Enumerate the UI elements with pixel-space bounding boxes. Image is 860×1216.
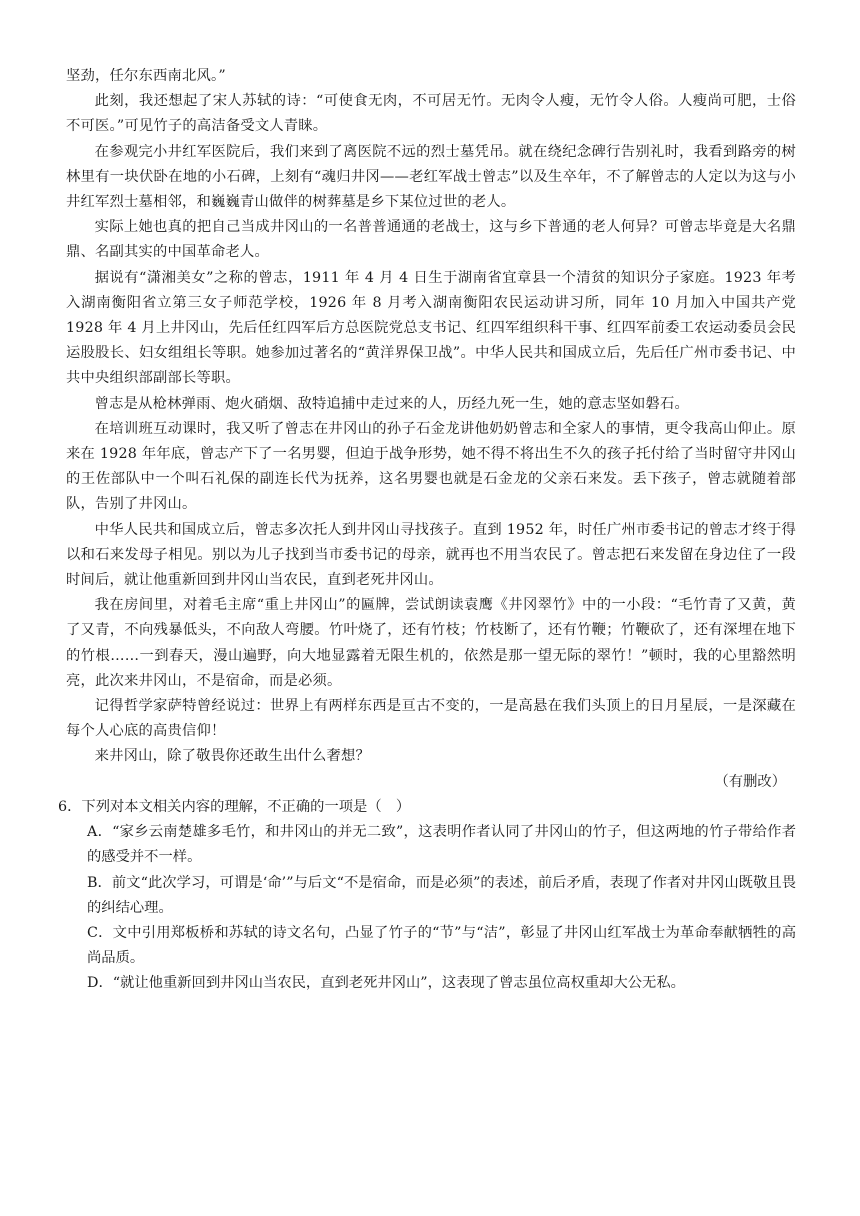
article-paragraph: 记得哲学家萨特曾经说过：世界上有两样东西是亘古不变的，一是高悬在我们头顶上的日月星辰，一是深藏在每个人心底的高贵信仰！ <box>66 698 796 740</box>
article-paragraph: 曾志是从枪林弹雨、炮火硝烟、敌特追捕中走过来的人，历经九死一生，她的意志坚如磐石。 <box>94 395 689 412</box>
option-b: B．前文“此次学习，可谓是‘命’”与后文“不是宿命，而是必须”的表述，前后矛盾，表现了作者对井冈山既敬且畏的纠结心理。 <box>87 874 796 916</box>
revision-note: （有删改） <box>714 773 786 790</box>
article-paragraph: 实际上她也真的把自己当成井冈山的一名普普通通的老战士，这与乡下普通的老人何异？可曾志毕竟是大名鼎鼎、名副其实的中国革命老人。 <box>66 219 796 261</box>
document-page <box>58 64 796 997</box>
option-d: D．“就让他重新回到井冈山当农民，直到老死井冈山”，这表现了曾志虽位高权重却大公无私。 <box>87 975 685 992</box>
article-paragraph: 我在房间里，对着毛主席“重上井冈山”的匾牌，尝试朗读袁鹰《井冈翠竹》中的一小段：“毛竹青了又黄，黄了又青，不向残暴低头，不向敌人弯腰。竹叶烧了，还有竹枝；竹枝断了，还有竹鞭；竹鞭砍了，还有深埋在地下的竹根……一到春天，漫山遍野，向大地显露着无限生机的，依然是那一望无际的翠竹！”顿时，我的心里豁然明亮，此次来井冈山，不是宿命，而是必须。 <box>66 597 796 689</box>
article-paragraph: 来井冈山，除了敬畏你还敢生出什么奢想？ <box>94 748 371 765</box>
article-paragraph: 据说有“潇湘美女”之称的曾志，1911 年 4 月 4 日生于湖南省宜章县一个清贫的知识分子家庭。1923 年考入湖南衡阳省立第三女子师范学校，1926 年 8 月考入湖南衡阳农民运动讲习所，同年 10 月加入中国共产党 1928 年 4 月上井冈山，先后任红四军后方总医院党总支书记、红四军组织科干事、红四军前委工农运动委员会民运股股长、妇女组组长等职。她参加过著名的“黄洋界保卫战”。中华人民共和国成立后，先后任广州市委书记、中共中央组织部副部长等职。 <box>66 269 796 387</box>
article-paragraph-continuation: 坚劲，任尔东西南北风。” <box>66 68 226 84</box>
article-paragraph: 在培训班互动课时，我又听了曾志在井冈山的孙子石金龙讲他奶奶曾志和全家人的事情，更令我高山仰止。原来在 1928 年年底，曾志产下了一名男婴，但迫于战争形势，她不得不将出生不久的孩子托付给了当时留守井冈山的王佐部队中一个叫石礼保的副连长代为抚养，这名男婴也就是石金龙的父亲石来发。丢下孩子，曾志就随着部队，告别了井冈山。 <box>66 420 796 513</box>
option-a: A．“家乡云南楚雄多毛竹，和井冈山的并无二致”，这表明作者认同了井冈山的竹子，但这两地的竹子带给作者的感受并不一样。 <box>87 824 796 866</box>
article-paragraph: 在参观完小井红军医院后，我们来到了离医院不远的烈士墓凭吊。就在绕纪念碑行告别礼时，我看到路旁的树林里有一块伏卧在地的小石碑，上刻有“魂归井冈——老红军战士曾志”以及生卒年，不了解曾志的人定以为这与小井红军烈士墓相邻，和巍巍青山做伴的树葬墓是乡下某位过世的老人。 <box>66 143 796 211</box>
option-c: C．文中引用郑板桥和苏轼的诗文名句，凸显了竹子的“节”与“洁”，彰显了井冈山红军战士为革命奉献牺牲的高尚品质。 <box>87 924 796 967</box>
article-paragraph: 中华人民共和国成立后，曾志多次托人到井冈山寻找孩子。直到 1952 年，时任广州市委书记的曾志才终于得以和石来发母子相见。别以为儿子找到当市委书记的母亲，就再也不用当农民了。曾志把石来发留在身边住了一段时间后，就让他重新回到井冈山当农民，直到老死井冈山。 <box>66 521 796 589</box>
question-stem: 6．下列对本文相关内容的理解，不正确的一项是（ ） <box>58 798 411 815</box>
article-paragraph: 此刻，我还想起了宋人苏轼的诗：“可使食无肉，不可居无竹。无肉令人瘦，无竹令人俗。人瘦尚可肥，士俗不可医。”可见竹子的高洁备受文人青睐。 <box>66 93 796 135</box>
